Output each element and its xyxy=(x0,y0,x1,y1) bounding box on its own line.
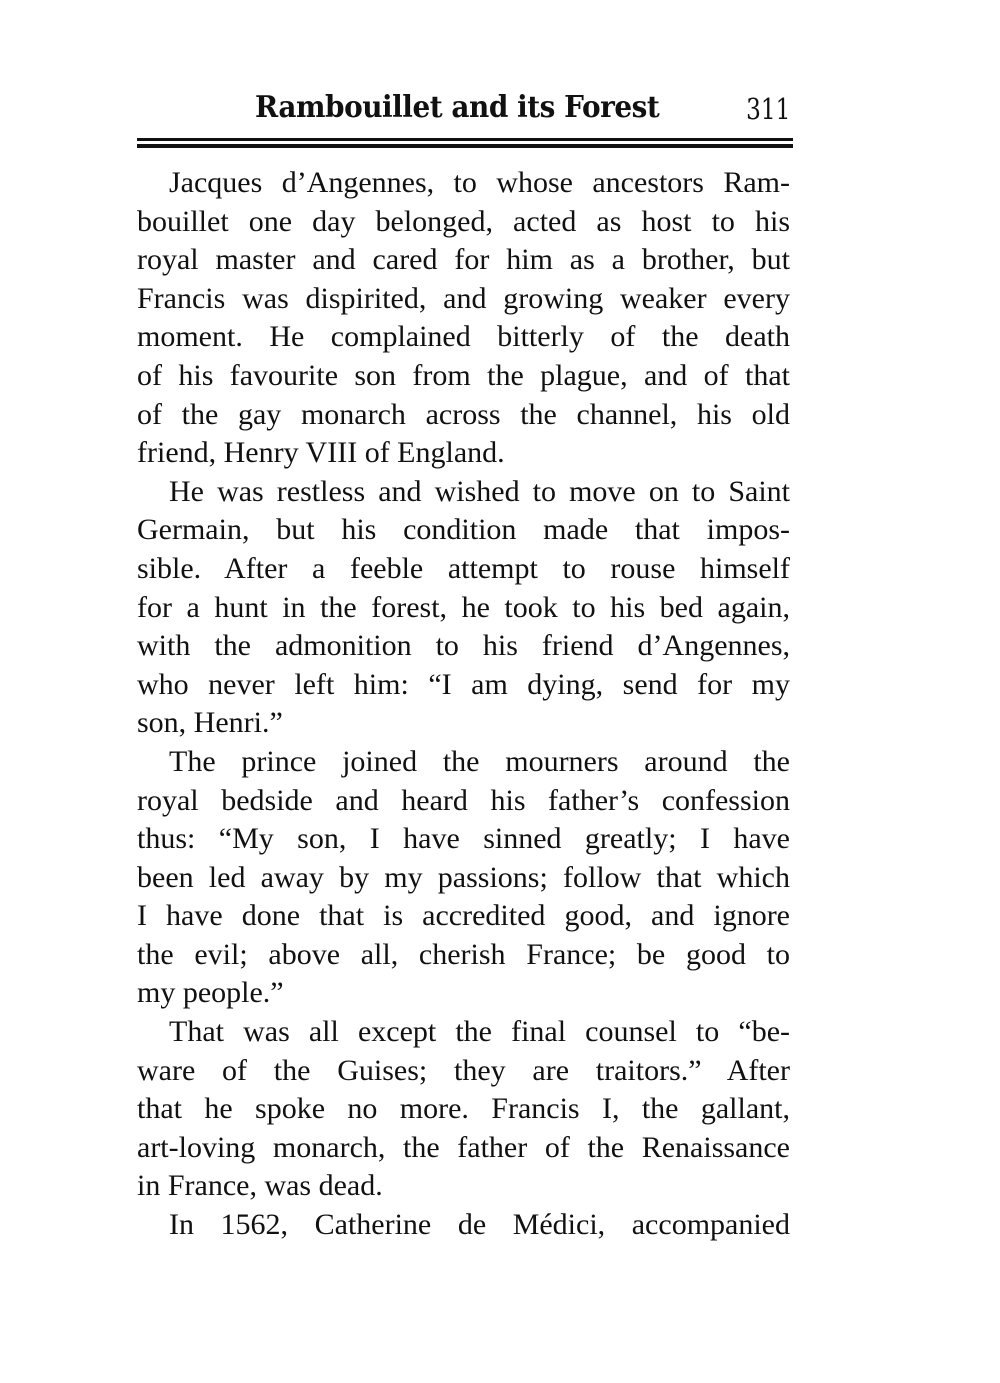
paragraph xyxy=(137,1013,790,1206)
running-title: Rambouillet and its Forest xyxy=(255,90,660,125)
text-line: thus: “My son, I have sinned greatly; I have xyxy=(137,822,790,856)
paragraph xyxy=(137,1206,790,1245)
text-line: son, Henri.” xyxy=(137,706,283,740)
text-line: of his favourite son from the plague, and of that xyxy=(137,358,790,392)
text-line: The prince joined the mourners around the xyxy=(169,744,790,778)
page-number: 311 xyxy=(745,92,790,126)
running-header xyxy=(137,90,792,130)
text-line: the evil; above all, cherish France; be good to xyxy=(137,937,790,971)
text-line: That was all except the final counsel to “be- xyxy=(169,1015,790,1049)
text-line: been led away by my passions; follow that which xyxy=(137,860,790,894)
paragraph xyxy=(137,164,790,473)
text-line: my people.” xyxy=(137,976,284,1010)
text-line: Jacques d’Angennes, to whose ancestors Ram- xyxy=(169,166,790,199)
text-line: with the admonition to his friend d’Angennes, xyxy=(137,629,790,663)
header-rule-thick xyxy=(137,144,793,148)
text-line: sible. After a feeble attempt to rouse himself xyxy=(137,551,790,585)
text-line: in France, was dead. xyxy=(137,1169,383,1203)
text-line: royal master and cared for him as a brother, but xyxy=(137,243,790,277)
page-body xyxy=(137,164,790,1245)
text-line: for a hunt in the forest, he took to his bed again, xyxy=(137,590,790,624)
text-line: I have done that is accredited good, and ignore xyxy=(137,899,790,933)
text-line: bouillet one day belonged, acted as host to his xyxy=(137,204,790,238)
text-line: In 1562, Catherine de Médici, accompanied xyxy=(169,1208,790,1242)
text-line: ware of the Guises; they are traitors.” After xyxy=(137,1053,790,1087)
header-rule-thin xyxy=(137,138,793,141)
text-line: that he spoke no more. Francis I, the gallant, xyxy=(137,1092,790,1126)
paragraph xyxy=(137,743,790,1013)
text-line: Germain, but his condition made that impos- xyxy=(137,513,790,547)
paragraph xyxy=(137,473,790,743)
text-line: He was restless and wished to move on to Saint xyxy=(169,474,790,508)
text-line: who never left him: “I am dying, send for my xyxy=(137,667,790,701)
text-line: friend, Henry VIII of England. xyxy=(137,436,505,470)
text-line: moment. He complained bitterly of the death xyxy=(137,320,790,354)
text-line: of the gay monarch across the channel, his old xyxy=(137,397,790,431)
text-line: art-loving monarch, the father of the Renaissance xyxy=(137,1130,790,1164)
text-line: Francis was dispirited, and growing weaker every xyxy=(137,281,790,315)
text-line: royal bedside and heard his father’s confession xyxy=(137,783,790,817)
